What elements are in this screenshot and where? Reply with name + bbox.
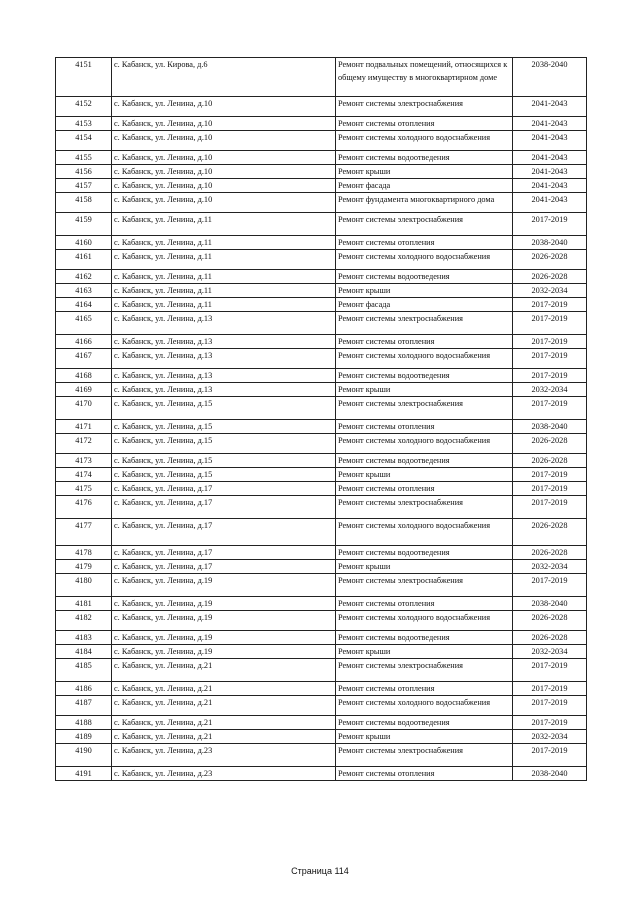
- row-number: 4162: [56, 270, 112, 284]
- row-address: с. Кабанск, ул. Ленина, д.11: [112, 236, 336, 250]
- row-period: 2038-2040: [513, 236, 587, 250]
- row-work-type: Ремонт системы электроснабжения: [336, 213, 513, 236]
- table-row: [56, 696, 587, 716]
- row-number: 4178: [56, 546, 112, 560]
- row-work-type: Ремонт системы холодного водоснабжения: [336, 131, 513, 151]
- row-work-type: Ремонт системы холодного водоснабжения: [336, 611, 513, 631]
- table-row: [56, 270, 587, 284]
- row-address: с. Кабанск, ул. Ленина, д.13: [112, 335, 336, 349]
- row-work-type: Ремонт системы отопления: [336, 482, 513, 496]
- row-number: 4168: [56, 369, 112, 383]
- row-address: с. Кабанск, ул. Ленина, д.19: [112, 631, 336, 645]
- page-number: Страница 114: [291, 866, 349, 876]
- table-row: [56, 236, 587, 250]
- row-work-type: Ремонт системы водоотведения: [336, 369, 513, 383]
- row-number: 4188: [56, 716, 112, 730]
- row-work-type: Ремонт системы отопления: [336, 420, 513, 434]
- row-number: 4156: [56, 165, 112, 179]
- row-work-type: Ремонт крыши: [336, 165, 513, 179]
- row-work-type: Ремонт крыши: [336, 645, 513, 659]
- row-work-type: Ремонт системы отопления: [336, 682, 513, 696]
- row-address: с. Кабанск, ул. Ленина, д.13: [112, 349, 336, 369]
- row-number: 4159: [56, 213, 112, 236]
- row-number: 4166: [56, 335, 112, 349]
- row-address: с. Кабанск, ул. Ленина, д.21: [112, 696, 336, 716]
- table-row: [56, 179, 587, 193]
- row-address: с. Кабанск, ул. Ленина, д.10: [112, 97, 336, 117]
- table-row: [56, 349, 587, 369]
- table-row: [56, 730, 587, 744]
- row-period: 2032-2034: [513, 284, 587, 298]
- row-number: 4151: [56, 58, 112, 97]
- table-row: [56, 659, 587, 682]
- table-row: [56, 335, 587, 349]
- row-number: 4184: [56, 645, 112, 659]
- row-number: 4167: [56, 349, 112, 369]
- row-period: 2017-2019: [513, 682, 587, 696]
- row-period: 2026-2028: [513, 434, 587, 454]
- row-number: 4169: [56, 383, 112, 397]
- row-address: с. Кабанск, ул. Ленина, д.17: [112, 482, 336, 496]
- row-work-type: Ремонт системы отопления: [336, 767, 513, 781]
- row-work-type: Ремонт фасада: [336, 179, 513, 193]
- row-work-type: Ремонт системы водоотведения: [336, 631, 513, 645]
- table-row: [56, 546, 587, 560]
- row-address: с. Кабанск, ул. Ленина, д.13: [112, 312, 336, 335]
- row-address: с. Кабанск, ул. Ленина, д.10: [112, 193, 336, 213]
- row-number: 4172: [56, 434, 112, 454]
- table-row: [56, 645, 587, 659]
- row-address: с. Кабанск, ул. Ленина, д.17: [112, 496, 336, 519]
- row-number: 4182: [56, 611, 112, 631]
- row-work-type: Ремонт фундамента многоквартирного дома: [336, 193, 513, 213]
- row-address: с. Кабанск, ул. Ленина, д.19: [112, 611, 336, 631]
- row-work-type: Ремонт системы электроснабжения: [336, 574, 513, 597]
- row-address: с. Кабанск, ул. Ленина, д.15: [112, 420, 336, 434]
- row-period: 2041-2043: [513, 151, 587, 165]
- row-work-type: Ремонт крыши: [336, 468, 513, 482]
- table-row: [56, 369, 587, 383]
- table-row: [56, 213, 587, 236]
- row-period: 2032-2034: [513, 560, 587, 574]
- table-row: [56, 482, 587, 496]
- row-period: 2026-2028: [513, 454, 587, 468]
- row-number: 4175: [56, 482, 112, 496]
- row-work-type: Ремонт фасада: [336, 298, 513, 312]
- row-work-type: Ремонт крыши: [336, 284, 513, 298]
- row-address: с. Кабанск, ул. Ленина, д.11: [112, 270, 336, 284]
- table-row: [56, 312, 587, 335]
- row-period: 2026-2028: [513, 250, 587, 270]
- row-period: 2026-2028: [513, 546, 587, 560]
- row-number: 4153: [56, 117, 112, 131]
- row-period: 2041-2043: [513, 165, 587, 179]
- row-address: с. Кабанск, ул. Ленина, д.10: [112, 117, 336, 131]
- table-row: [56, 420, 587, 434]
- row-address: с. Кабанск, ул. Ленина, д.17: [112, 560, 336, 574]
- row-work-type: Ремонт системы электроснабжения: [336, 397, 513, 420]
- row-period: 2032-2034: [513, 730, 587, 744]
- row-work-type: Ремонт крыши: [336, 383, 513, 397]
- table-row: [56, 298, 587, 312]
- row-period: 2041-2043: [513, 97, 587, 117]
- table-row: [56, 682, 587, 696]
- row-period: 2026-2028: [513, 519, 587, 546]
- table-row: [56, 454, 587, 468]
- row-address: с. Кабанск, ул. Ленина, д.11: [112, 250, 336, 270]
- row-address: с. Кабанск, ул. Ленина, д.19: [112, 574, 336, 597]
- table-row: [56, 250, 587, 270]
- row-number: 4157: [56, 179, 112, 193]
- row-work-type: Ремонт системы отопления: [336, 236, 513, 250]
- row-period: 2017-2019: [513, 482, 587, 496]
- row-number: 4173: [56, 454, 112, 468]
- row-period: 2032-2034: [513, 645, 587, 659]
- row-period: 2017-2019: [513, 369, 587, 383]
- table-row: [56, 611, 587, 631]
- table-row: [56, 597, 587, 611]
- row-work-type: Ремонт системы электроснабжения: [336, 496, 513, 519]
- row-address: с. Кабанск, ул. Ленина, д.21: [112, 659, 336, 682]
- row-period: 2038-2040: [513, 767, 587, 781]
- row-work-type: Ремонт системы отопления: [336, 335, 513, 349]
- table-row: [56, 117, 587, 131]
- row-period: 2017-2019: [513, 312, 587, 335]
- row-number: 4177: [56, 519, 112, 546]
- row-address: с. Кабанск, ул. Ленина, д.21: [112, 682, 336, 696]
- row-address: с. Кабанск, ул. Ленина, д.10: [112, 131, 336, 151]
- row-address: с. Кабанск, ул. Ленина, д.23: [112, 767, 336, 781]
- row-number: 4187: [56, 696, 112, 716]
- row-period: 2017-2019: [513, 335, 587, 349]
- row-number: 4154: [56, 131, 112, 151]
- table-row: [56, 131, 587, 151]
- row-period: 2038-2040: [513, 58, 587, 97]
- row-period: 2041-2043: [513, 179, 587, 193]
- table-row: [56, 284, 587, 298]
- row-number: 4181: [56, 597, 112, 611]
- row-number: 4160: [56, 236, 112, 250]
- table-row: [56, 744, 587, 767]
- table-row: [56, 434, 587, 454]
- row-period: 2041-2043: [513, 131, 587, 151]
- row-address: с. Кабанск, ул. Ленина, д.11: [112, 213, 336, 236]
- row-period: 2032-2034: [513, 383, 587, 397]
- table-row: [56, 193, 587, 213]
- row-work-type: Ремонт системы водоотведения: [336, 716, 513, 730]
- row-number: 4152: [56, 97, 112, 117]
- row-period: 2017-2019: [513, 496, 587, 519]
- row-address: с. Кабанск, ул. Ленина, д.11: [112, 298, 336, 312]
- row-number: 4174: [56, 468, 112, 482]
- row-number: 4170: [56, 397, 112, 420]
- row-period: 2017-2019: [513, 213, 587, 236]
- row-number: 4186: [56, 682, 112, 696]
- row-address: с. Кабанск, ул. Ленина, д.15: [112, 468, 336, 482]
- row-period: 2017-2019: [513, 744, 587, 767]
- row-period: 2017-2019: [513, 349, 587, 369]
- table-body: [56, 58, 587, 781]
- table-row: [56, 767, 587, 781]
- row-work-type: Ремонт системы водоотведения: [336, 151, 513, 165]
- row-address: с. Кабанск, ул. Ленина, д.13: [112, 383, 336, 397]
- table-row: [56, 383, 587, 397]
- row-number: 4183: [56, 631, 112, 645]
- row-period: 2017-2019: [513, 716, 587, 730]
- row-number: 4161: [56, 250, 112, 270]
- row-address: с. Кабанск, ул. Ленина, д.17: [112, 519, 336, 546]
- row-number: 4180: [56, 574, 112, 597]
- row-period: 2017-2019: [513, 397, 587, 420]
- row-period: 2041-2043: [513, 193, 587, 213]
- row-work-type: Ремонт подвальных помещений, относящихся к общему имуществу в многоквартирном доме: [336, 58, 513, 97]
- row-number: 4189: [56, 730, 112, 744]
- row-period: 2038-2040: [513, 420, 587, 434]
- row-address: с. Кабанск, ул. Ленина, д.23: [112, 744, 336, 767]
- row-address: с. Кабанск, ул. Ленина, д.11: [112, 284, 336, 298]
- row-work-type: Ремонт системы холодного водоснабжения: [336, 434, 513, 454]
- row-work-type: Ремонт системы холодного водоснабжения: [336, 696, 513, 716]
- row-work-type: Ремонт системы водоотведения: [336, 546, 513, 560]
- row-work-type: Ремонт системы электроснабжения: [336, 312, 513, 335]
- row-work-type: Ремонт крыши: [336, 730, 513, 744]
- row-work-type: Ремонт системы водоотведения: [336, 270, 513, 284]
- row-work-type: Ремонт системы водоотведения: [336, 454, 513, 468]
- row-number: 4165: [56, 312, 112, 335]
- table-row: [56, 468, 587, 482]
- row-address: с. Кабанск, ул. Ленина, д.15: [112, 434, 336, 454]
- row-work-type: Ремонт системы холодного водоснабжения: [336, 519, 513, 546]
- row-work-type: Ремонт системы холодного водоснабжения: [336, 250, 513, 270]
- row-work-type: Ремонт системы холодного водоснабжения: [336, 349, 513, 369]
- row-address: с. Кабанск, ул. Ленина, д.10: [112, 151, 336, 165]
- row-address: с. Кабанск, ул. Ленина, д.21: [112, 716, 336, 730]
- row-period: 2017-2019: [513, 298, 587, 312]
- row-number: 4176: [56, 496, 112, 519]
- row-address: с. Кабанск, ул. Ленина, д.10: [112, 165, 336, 179]
- row-address: с. Кабанск, ул. Ленина, д.21: [112, 730, 336, 744]
- row-period: 2041-2043: [513, 117, 587, 131]
- row-number: 4155: [56, 151, 112, 165]
- row-period: 2026-2028: [513, 611, 587, 631]
- row-address: с. Кабанск, ул. Ленина, д.17: [112, 546, 336, 560]
- row-number: 4164: [56, 298, 112, 312]
- row-number: 4190: [56, 744, 112, 767]
- table-row: [56, 631, 587, 645]
- table-row: [56, 716, 587, 730]
- row-work-type: Ремонт системы электроснабжения: [336, 659, 513, 682]
- row-number: 4171: [56, 420, 112, 434]
- row-work-type: Ремонт системы электроснабжения: [336, 744, 513, 767]
- table-row: [56, 397, 587, 420]
- row-work-type: Ремонт системы электроснабжения: [336, 97, 513, 117]
- row-address: с. Кабанск, ул. Ленина, д.13: [112, 369, 336, 383]
- row-address: с. Кабанск, ул. Ленина, д.15: [112, 397, 336, 420]
- row-address: с. Кабанск, ул. Ленина, д.19: [112, 597, 336, 611]
- row-number: 4163: [56, 284, 112, 298]
- table-row: [56, 165, 587, 179]
- row-period: 2017-2019: [513, 468, 587, 482]
- row-work-type: Ремонт крыши: [336, 560, 513, 574]
- row-period: 2026-2028: [513, 270, 587, 284]
- row-number: 4158: [56, 193, 112, 213]
- table-row: [56, 519, 587, 546]
- row-period: 2017-2019: [513, 659, 587, 682]
- table-row: [56, 574, 587, 597]
- row-work-type: Ремонт системы отопления: [336, 597, 513, 611]
- row-number: 4179: [56, 560, 112, 574]
- row-period: 2038-2040: [513, 597, 587, 611]
- repair-schedule-table: [55, 57, 587, 781]
- row-period: 2026-2028: [513, 631, 587, 645]
- table-row: [56, 496, 587, 519]
- row-work-type: Ремонт системы отопления: [336, 117, 513, 131]
- row-address: с. Кабанск, ул. Кирова, д.6: [112, 58, 336, 97]
- table-row: [56, 97, 587, 117]
- table-row: [56, 58, 587, 97]
- row-address: с. Кабанск, ул. Ленина, д.10: [112, 179, 336, 193]
- row-number: 4185: [56, 659, 112, 682]
- row-address: с. Кабанск, ул. Ленина, д.15: [112, 454, 336, 468]
- table-row: [56, 560, 587, 574]
- row-number: 4191: [56, 767, 112, 781]
- table-row: [56, 151, 587, 165]
- row-period: 2017-2019: [513, 574, 587, 597]
- row-address: с. Кабанск, ул. Ленина, д.19: [112, 645, 336, 659]
- row-period: 2017-2019: [513, 696, 587, 716]
